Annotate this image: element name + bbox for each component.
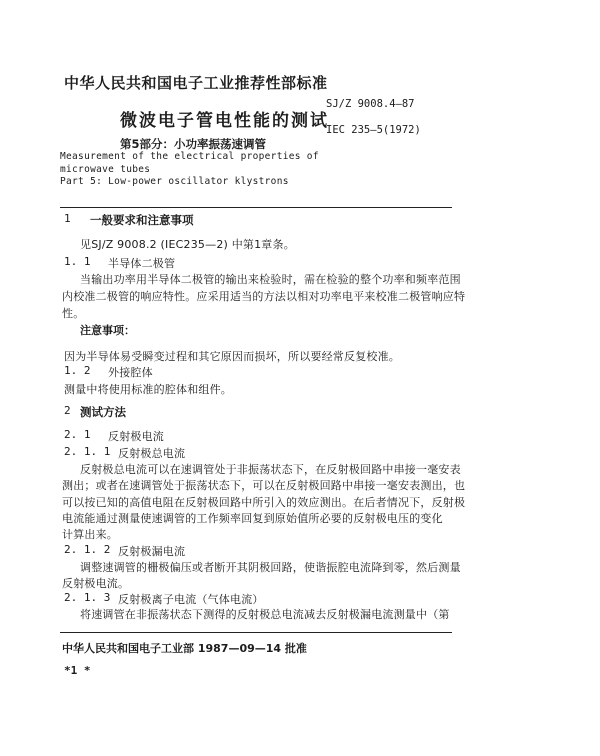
s12-text: 测量中将使用标准的腔体和组件。	[64, 383, 232, 396]
s211-para-line1: 反射极总电流可以在速调管处于非振荡状态下，在反射极回路中串接一毫安表	[80, 463, 461, 476]
page-number: *1 *	[64, 664, 91, 677]
section2-number: 2	[64, 404, 71, 417]
s11-para-line2: 内校准二极管的响应特性。应采用适当的方法以相对功率电平来校准二极管响应特	[62, 290, 466, 303]
s211-para-line2: 测出；或者在速调管处于振荡状态下，可以在反射极回路中串接一毫安表测出，也	[62, 479, 466, 492]
s11-title: 半导体二极管	[108, 257, 176, 270]
s213-title: 反射极离子电流（气体电流）	[118, 593, 264, 606]
part-title-cn: 第5部分：小功率振荡速调管	[120, 137, 267, 151]
approval-line: 中华人民共和国电子工业部 1987—09—14 批准	[62, 642, 307, 655]
s213-number: 2. 1. 3	[64, 591, 111, 604]
footer-divider	[60, 632, 452, 633]
std-number: SJ/Z 9008.4—87	[326, 98, 415, 110]
section2-title: 测试方法	[80, 405, 126, 419]
section1-title: 一般要求和注意事项	[90, 213, 194, 227]
s213-para-line1: 将速调管在非振荡状态下测得的反射极总电流减去反射极漏电流测量中（第	[80, 608, 450, 621]
s212-para-line2: 反射极电流。	[62, 577, 130, 590]
s21-number: 2. 1	[64, 428, 91, 441]
s211-title: 反射极总电流	[118, 447, 186, 460]
s12-title: 外接腔体	[108, 366, 153, 379]
s211-number: 2. 1. 1	[64, 445, 111, 458]
s21-title: 反射极电流	[108, 430, 164, 443]
header-divider	[60, 207, 452, 208]
s211-para-line4: 电流能通过测量使速调管的工作频率回复到原始值所必要的反射极电压的变化	[62, 512, 443, 525]
iec-number: IEC 235—5(1972)	[326, 124, 421, 136]
doc-title: 微波电子管电性能的测试	[120, 111, 329, 131]
note-title: 注意事项：	[80, 324, 135, 337]
note-text: 因为半导体易受瞬变过程和其它原因而损坏，所以要经常反复校准。	[64, 350, 400, 363]
s212-para-line1: 调整速调管的栅极偏压或者断开其阴极回路，使谐振腔电流降到零，然后测量	[80, 561, 461, 574]
english-title-line1: Measurement of the electrical properties of	[60, 151, 319, 162]
s12-number: 1. 2	[64, 364, 91, 377]
s211-para-line3: 可以按已知的高值电阻在反射极回路中所引入的效应测出。在后者情况下，反射极	[62, 496, 466, 509]
org-title: 中华人民共和国电子工业推荐性部标准	[64, 74, 328, 92]
s11-para-line3: 性。	[62, 307, 85, 320]
english-title-line3: Part 5: Low-power oscillator klystrons	[60, 176, 289, 187]
s11-para-line1: 当输出功率用半导体二极管的输出来检验时，需在检验的整个功率和频率范围	[80, 273, 461, 286]
s212-number: 2. 1. 2	[64, 543, 111, 556]
english-title-line2: microwave tubes	[60, 164, 151, 175]
s11-number: 1. 1	[64, 255, 91, 268]
s211-para-line5: 计算出来。	[62, 528, 118, 541]
section1-number: 1	[64, 212, 71, 225]
section1-reference: 见SJ/Z 9008.2 (IEC235—2) 中第1章条。	[80, 238, 295, 251]
s212-title: 反射极漏电流	[118, 545, 186, 558]
